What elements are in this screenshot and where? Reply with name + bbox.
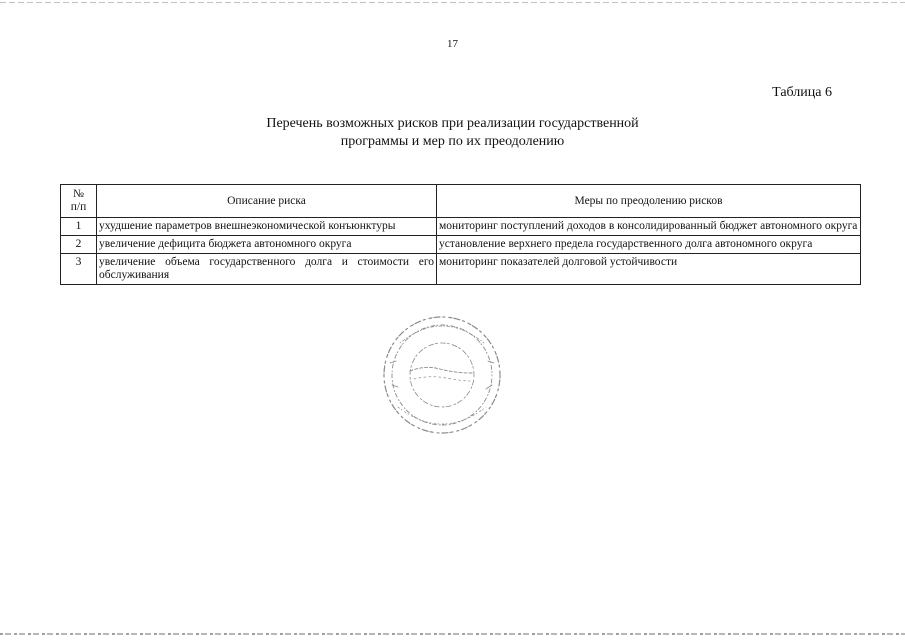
document-title-line-1: Перечень возможных рисков при реализации государственной (266, 116, 639, 131)
risk-measure: мониторинг поступлений доходов в консолидированный бюджет автономного округа (437, 218, 861, 236)
header-measures: Меры по преодолению рисков (437, 185, 861, 218)
table-label: Таблица 6 (772, 85, 832, 100)
header-number-line-1: № (73, 188, 84, 200)
risk-description: ухудшение параметров внешнеэкономической конъюнктуры (97, 218, 437, 236)
table-row (61, 254, 861, 285)
header-description: Описание риска (97, 185, 437, 218)
risk-description: увеличение объема государственного долга и стоимости его обслуживания (97, 254, 437, 285)
document-title-line-2: программы и мер по их преодолению (340, 134, 565, 149)
table-header-row (61, 185, 861, 218)
risks-table (60, 184, 861, 285)
header-number (61, 185, 97, 218)
scan-edge-bottom (0, 633, 905, 635)
scan-edge-top (0, 2, 905, 3)
table-row (61, 218, 861, 236)
risk-measure: мониторинг показателей долговой устойчивости (437, 254, 861, 285)
row-number: 2 (61, 236, 97, 254)
page-number: 17 (447, 38, 458, 50)
row-number: 1 (61, 218, 97, 236)
table-row (61, 236, 861, 254)
header-number-line-2: п/п (70, 201, 87, 213)
risk-measure: установление верхнего предела государственного долга автономного округа (437, 236, 861, 254)
risk-description: увеличение дефицита бюджета автономного округа (97, 236, 437, 254)
seal-stamp-icon (380, 313, 504, 437)
row-number: 3 (61, 254, 97, 285)
document-title (0, 115, 905, 151)
